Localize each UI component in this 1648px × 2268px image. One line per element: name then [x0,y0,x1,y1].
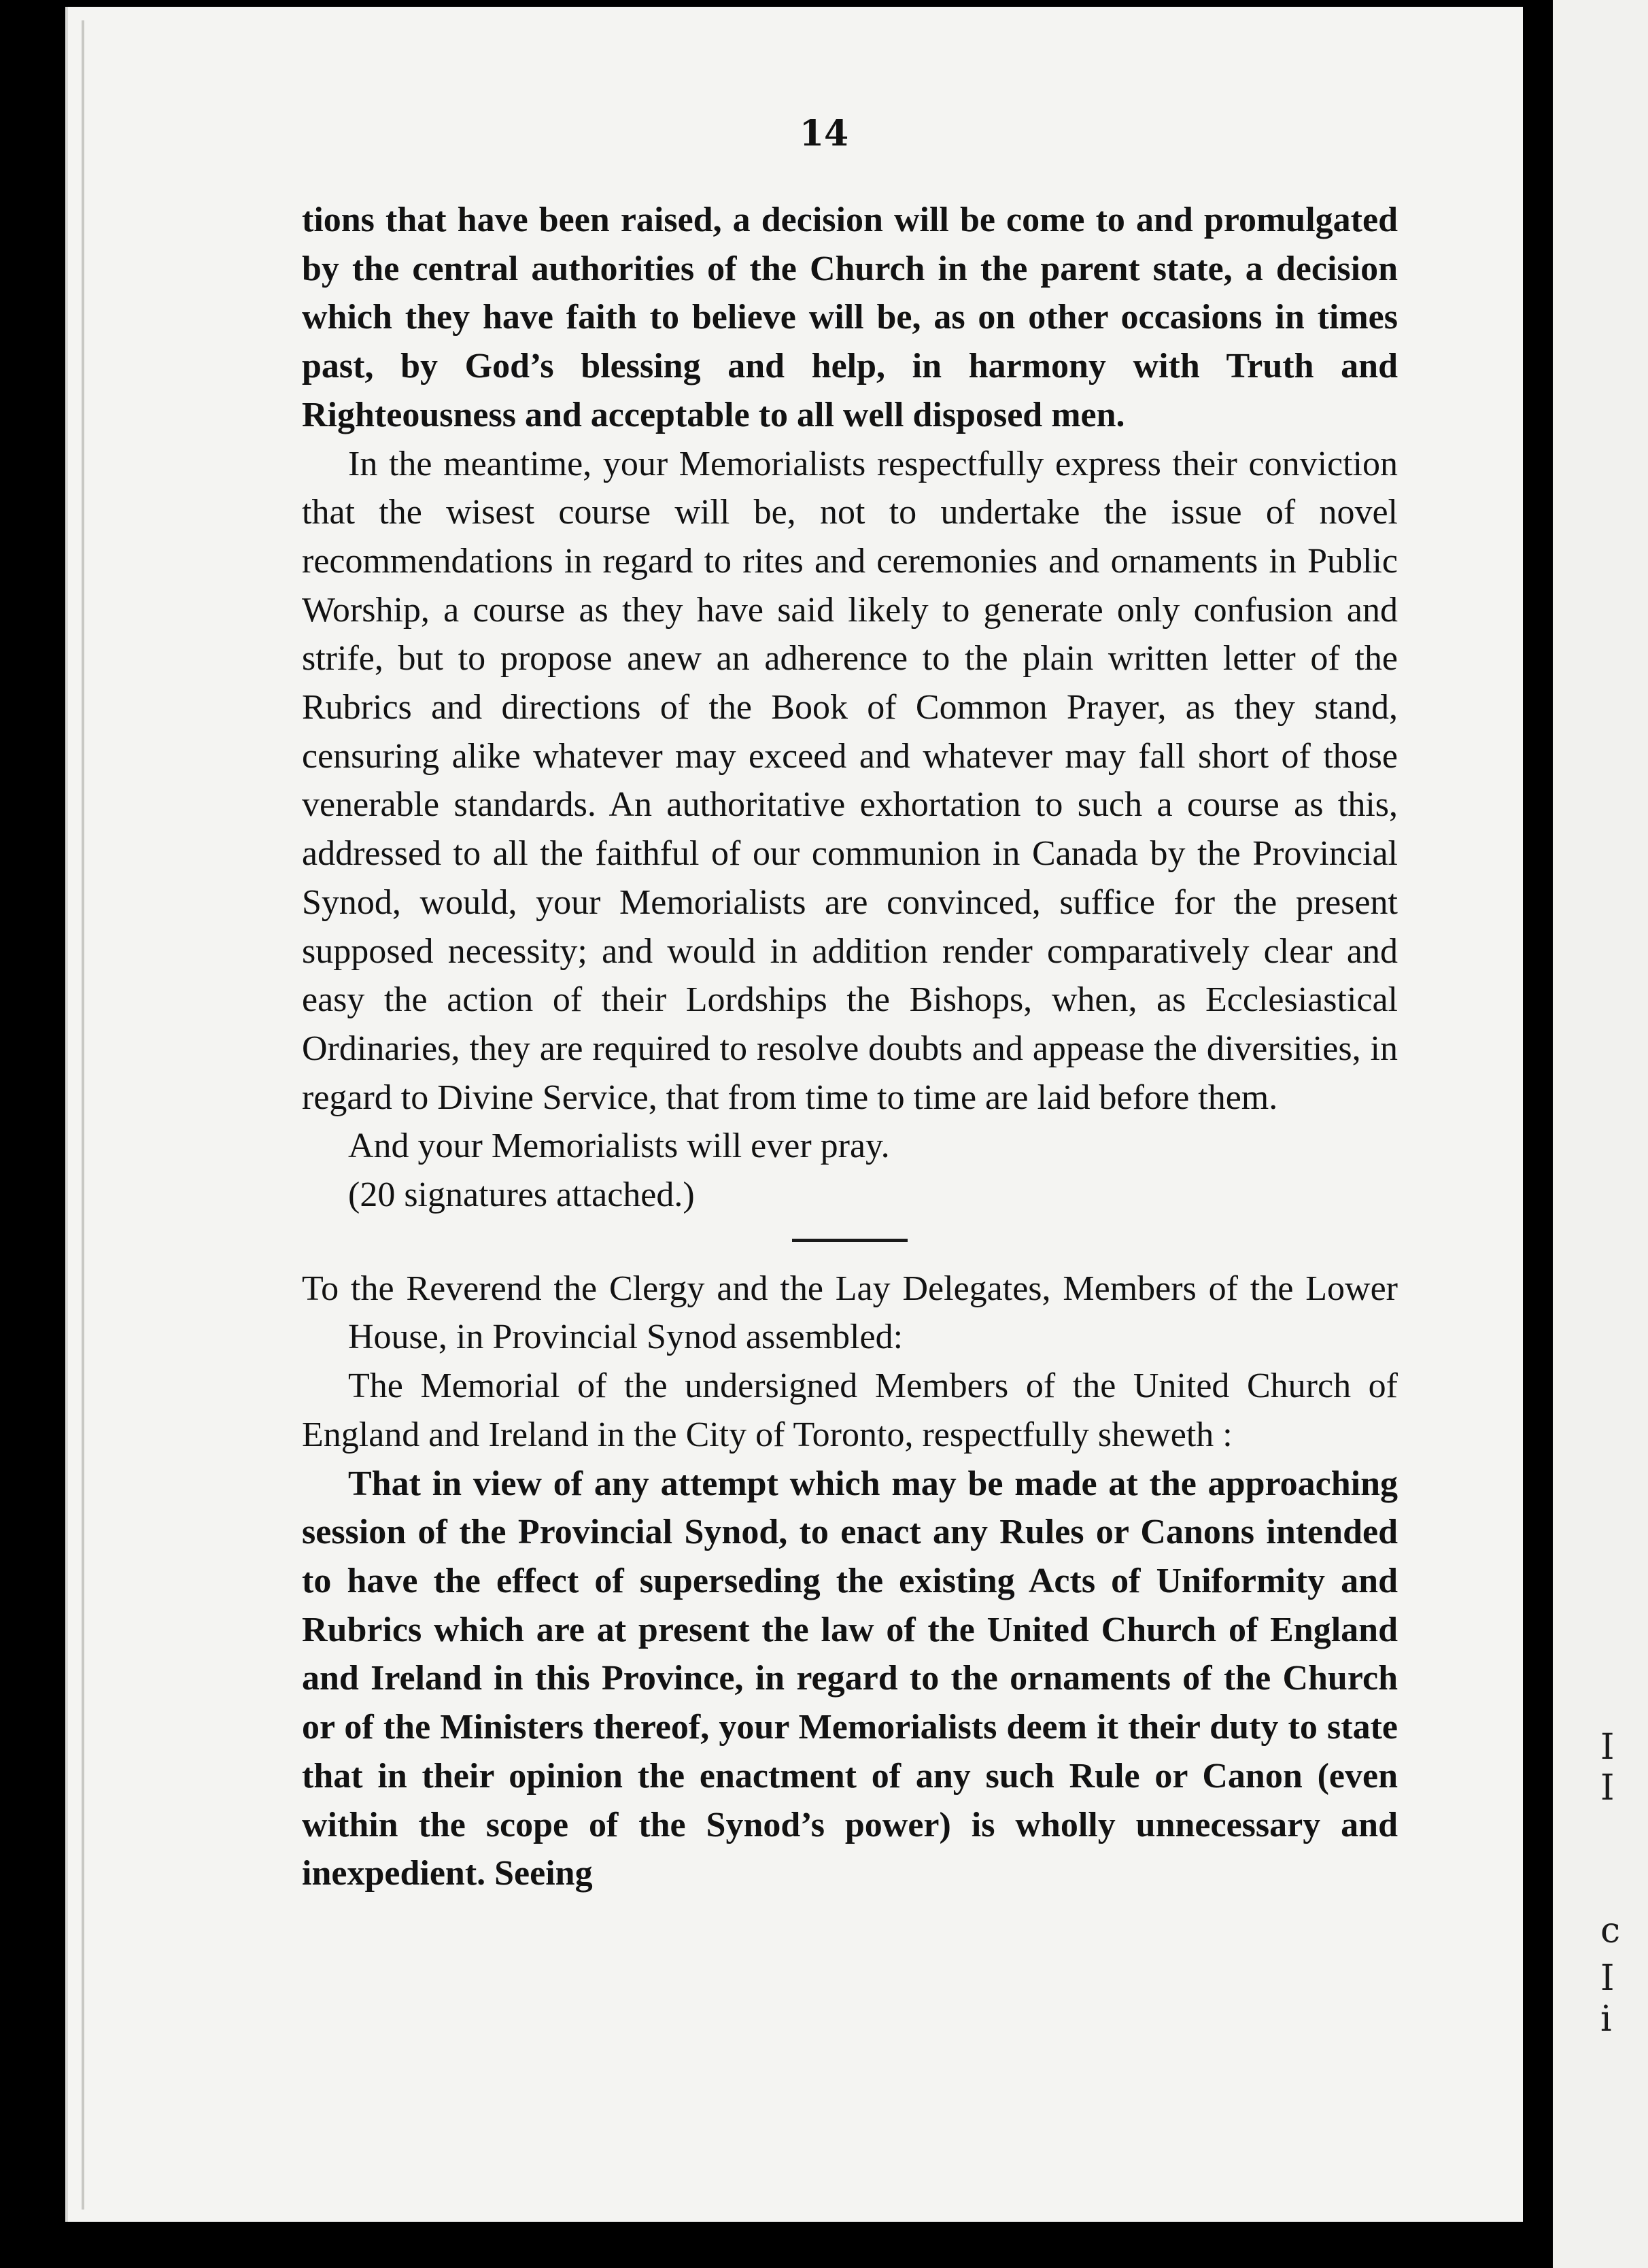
memorial-address: To the Reverend the Clergy and the Lay Delegates, Members of the Lower House, in Provincial Synod assembled: [302,1269,1398,1357]
paragraph-meantime: In the meantime, your Memorialists respectfully express their conviction that the wisest course will be, not to undertake the issue of novel recommendations in regard to rites and ceremonies and ornaments in Public Worship, a course as they have said likely to generate only confusion and strife, but to propose anew an adherence to the plain written letter of the Rubrics and directions of the Book of Common Prayer, as they stand, censuring alike whatever may exceed and whatever may fall short of those venerable standards. An authoritative exhortation to such a course as this, addressed to all the faithful of our communion in Canada by the Provincial Synod, would, your Memorialists are convinced, suffice for the present supposed necessity; and would in addition render comparatively clear and easy the action of their Lordships the Bishops, when, as Ecclesiastical Ordinaries, they are required to resolve doubts and appease the diversities, in regard to Divine Service, that from time to time are laid before them. [302,444,1398,1117]
body-text [302,196,1398,1898]
memorial-intro: The Memorial of the undersigned Members of the United Church of England and Ireland in the City of Toronto, respectfully sheweth : [302,1367,1398,1454]
paragraph-closing-prayer: And your Memorialists will ever pray. [348,1127,890,1166]
margin-fragment: I [1600,1768,1615,1808]
paragraph-continuation: tions that have been raised, a decision will be come to and promulgated by the central authorities of the Church in the parent state, a decision which they have faith to believe will be, as on other occasions in times past, by God’s blessing and help, in harmony with Truth and Righteousness and acceptable to all well disposed men. [302,201,1398,434]
page-number: 14 [799,113,849,154]
section-divider [792,1239,908,1242]
margin-fragment: i [1600,1999,1612,2040]
paragraph-signatures: (20 signatures attached.) [348,1175,695,1215]
margin-fragment: c [1600,1910,1621,1951]
memorial-body: That in view of any attempt which may be made at the approaching session of the Provincial Synod, to enact any Rules or Canons intended to have the effect of superseding the existing Acts of Uniformity and Rubrics which are at present the law of the United Church of England and Ireland in this Province, in regard to the ornaments of the Church or of the Ministers thereof, your Memorialists deem it their duty to state that in their opinion the enactment of any such Rule or Canon (even within the scope of the Synod’s power) is wholly unnecessary and inexpedient. Seeing [302,1464,1398,1893]
margin-fragment: I [1600,1958,1615,1999]
adjacent-page-edge [1553,0,1648,2268]
page-edge-shadow [82,20,84,2210]
margin-fragment: I [1600,1727,1615,1768]
